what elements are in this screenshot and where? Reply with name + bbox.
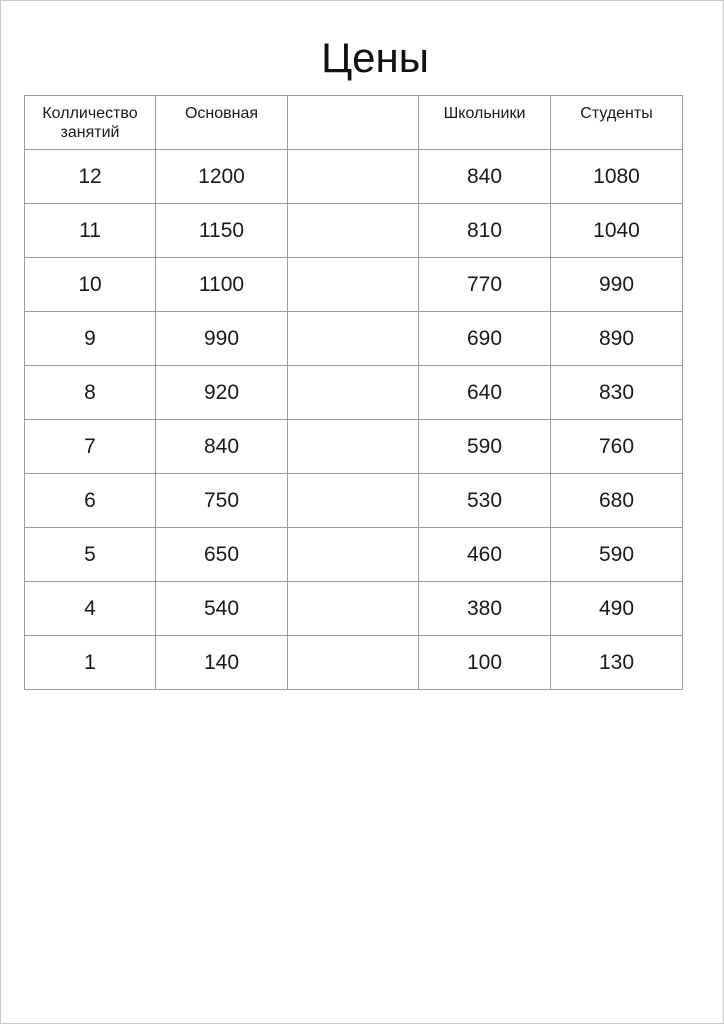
cell-basic: 1200 — [156, 150, 288, 204]
cell-blank — [288, 474, 419, 528]
table-row — [25, 258, 683, 312]
cell-schoolchildren: 840 — [419, 150, 551, 204]
cell-students: 890 — [551, 312, 683, 366]
cell-schoolchildren: 380 — [419, 582, 551, 636]
cell-basic: 1150 — [156, 204, 288, 258]
cell-schoolchildren: 690 — [419, 312, 551, 366]
cell-lessons: 9 — [25, 312, 156, 366]
cell-blank — [288, 150, 419, 204]
table-header-row — [25, 96, 683, 150]
header-cell-lessons: Колличество занятий — [25, 96, 156, 150]
cell-lessons: 8 — [25, 366, 156, 420]
cell-blank — [288, 312, 419, 366]
cell-basic: 990 — [156, 312, 288, 366]
table-row — [25, 204, 683, 258]
cell-blank — [288, 582, 419, 636]
cell-lessons: 7 — [25, 420, 156, 474]
cell-students: 830 — [551, 366, 683, 420]
cell-students: 130 — [551, 636, 683, 690]
table-row — [25, 636, 683, 690]
cell-schoolchildren: 640 — [419, 366, 551, 420]
table-row — [25, 150, 683, 204]
cell-lessons: 10 — [25, 258, 156, 312]
cell-basic: 650 — [156, 528, 288, 582]
price-table — [24, 95, 683, 690]
cell-blank — [288, 258, 419, 312]
cell-students: 1080 — [551, 150, 683, 204]
cell-schoolchildren: 100 — [419, 636, 551, 690]
cell-basic: 140 — [156, 636, 288, 690]
cell-schoolchildren: 530 — [419, 474, 551, 528]
cell-lessons: 5 — [25, 528, 156, 582]
cell-lessons: 11 — [25, 204, 156, 258]
cell-students: 1040 — [551, 204, 683, 258]
header-cell-basic: Основная — [156, 96, 288, 150]
cell-blank — [288, 636, 419, 690]
cell-lessons: 4 — [25, 582, 156, 636]
cell-basic: 920 — [156, 366, 288, 420]
cell-students: 490 — [551, 582, 683, 636]
table-row — [25, 528, 683, 582]
cell-students: 990 — [551, 258, 683, 312]
cell-blank — [288, 528, 419, 582]
cell-schoolchildren: 590 — [419, 420, 551, 474]
table-row — [25, 420, 683, 474]
cell-basic: 750 — [156, 474, 288, 528]
cell-schoolchildren: 460 — [419, 528, 551, 582]
page-title: Цены — [321, 34, 429, 81]
header-cell-blank — [288, 96, 419, 150]
cell-blank — [288, 204, 419, 258]
cell-basic: 840 — [156, 420, 288, 474]
table-row — [25, 366, 683, 420]
header-cell-students: Студенты — [551, 96, 683, 150]
cell-lessons: 6 — [25, 474, 156, 528]
cell-basic: 540 — [156, 582, 288, 636]
cell-students: 590 — [551, 528, 683, 582]
cell-students: 680 — [551, 474, 683, 528]
cell-blank — [288, 420, 419, 474]
table-row — [25, 582, 683, 636]
cell-students: 760 — [551, 420, 683, 474]
table-row — [25, 474, 683, 528]
cell-lessons: 12 — [25, 150, 156, 204]
cell-schoolchildren: 810 — [419, 204, 551, 258]
cell-blank — [288, 366, 419, 420]
cell-lessons: 1 — [25, 636, 156, 690]
cell-basic: 1100 — [156, 258, 288, 312]
cell-schoolchildren: 770 — [419, 258, 551, 312]
table-row — [25, 312, 683, 366]
header-cell-schoolchildren: Школьники — [419, 96, 551, 150]
